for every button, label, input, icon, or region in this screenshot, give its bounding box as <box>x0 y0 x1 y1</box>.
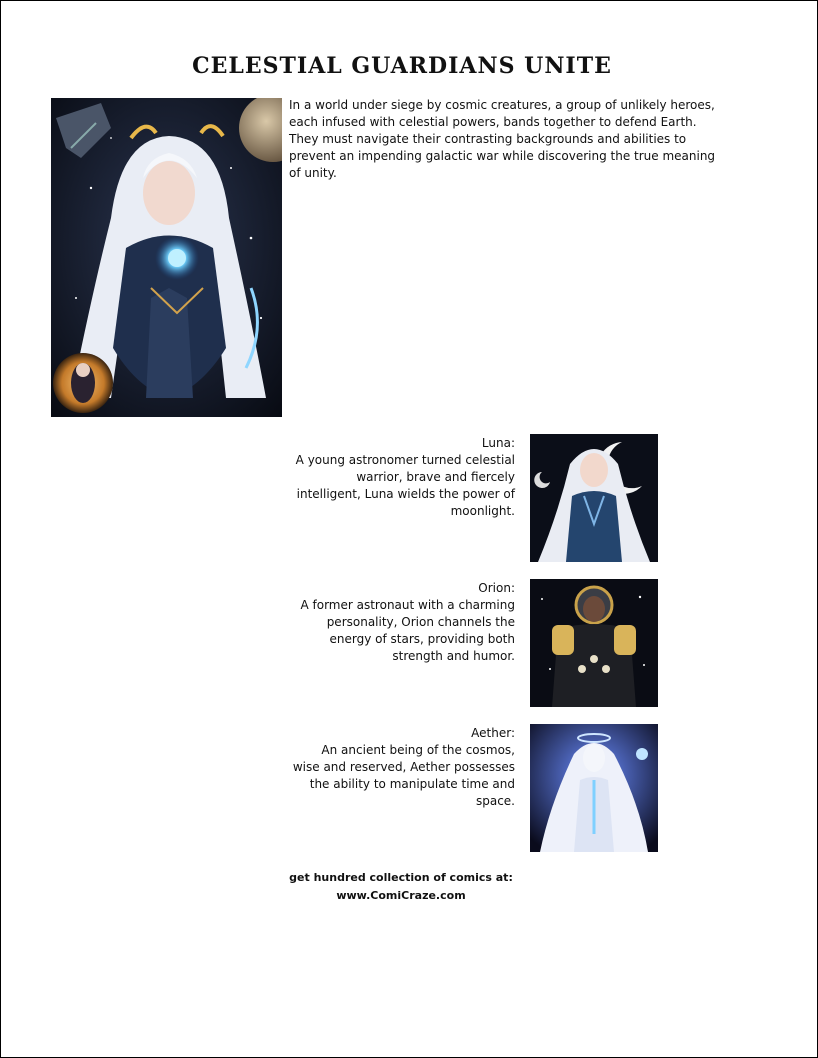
character-aether-text <box>291 725 515 810</box>
footer-website-link[interactable]: www.ComiCraze.com <box>336 889 466 902</box>
character-name: Orion: <box>478 581 515 595</box>
character-description: An ancient being of the cosmos, wise and reserved, Aether possesses the ability to manipulate time and space. <box>292 743 515 808</box>
character-luna-text <box>291 435 515 520</box>
character-orion-text <box>291 580 515 665</box>
character-name: Luna: <box>481 436 515 450</box>
page-title: CELESTIAL GUARDIANS UNITE <box>192 53 612 79</box>
cover-illustration <box>51 98 282 417</box>
synopsis-text: In a world under siege by cosmic creatures, a group of unlikely heroes, each infused with celestial powers, bands together to defend Earth. They must navigate their contrasting backgrounds and abilities to prevent an impending galactic war while discovering the true meaning of unity. <box>289 98 716 180</box>
character-description: A former astronaut with a charming personality, Orion channels the energy of stars, providing both strength and humor. <box>300 598 515 663</box>
character-aether-portrait <box>530 724 658 852</box>
character-name: Aether: <box>471 726 515 740</box>
character-orion-portrait <box>530 579 658 707</box>
character-luna-portrait <box>530 434 658 562</box>
character-description: A young astronomer turned celestial warrior, brave and fiercely intelligent, Luna wields the power of moonlight. <box>295 453 515 518</box>
footer-promo-text: get hundred collection of comics at: <box>289 871 513 884</box>
footer <box>271 869 531 905</box>
